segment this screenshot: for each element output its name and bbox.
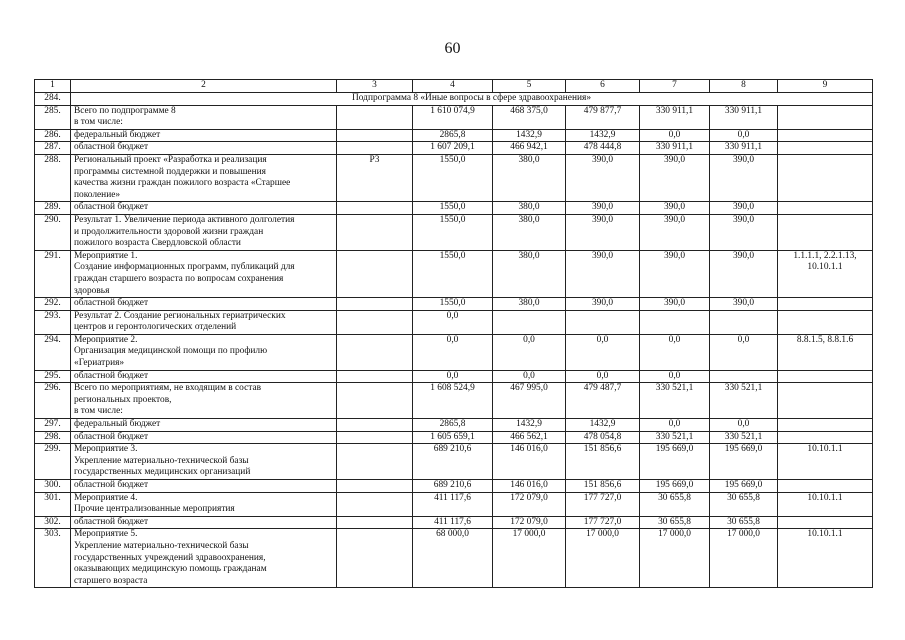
item-name-line: областной бюджет [74,298,149,309]
item-name-line: поколение» [74,189,121,200]
target-indicator-ref [778,142,873,155]
target-indicator-ref [778,492,873,516]
amount-cell: 172 079,0 [493,516,566,529]
amount-cell: 195 669,0 [640,444,710,480]
amount-cell: 0,0 [413,370,493,383]
amount-cell: 390,0 [710,154,778,201]
amount-cell: 1432,9 [493,129,566,142]
amount-cell: 1 607 209,1 [413,142,493,155]
row-number: 286. [35,129,71,142]
amount-cell: 468 375,0 [493,105,566,129]
amount-cell: 390,0 [566,202,640,215]
amount-cell [640,310,710,334]
amount-cell: 177 727,0 [566,516,640,529]
item-name-line: Мероприятие 1. [74,250,138,261]
item-name [71,529,337,588]
target-indicator-ref [778,310,873,334]
project-code [337,334,413,370]
project-code [337,431,413,444]
item-name-line: «Гериатрия» [74,358,125,369]
amount-cell: 390,0 [710,214,778,250]
amount-cell [710,370,778,383]
amount-cell: 466 562,1 [493,431,566,444]
amount-cell: 330 911,1 [710,105,778,129]
amount-cell: 330 521,1 [640,383,710,419]
amount-cell: 30 655,8 [710,516,778,529]
amount-cell: 0,0 [566,334,640,370]
amount-cell: 151 856,6 [566,480,640,493]
target-indicator-ref [778,129,873,142]
amount-cell [493,310,566,334]
project-code [337,105,413,129]
amount-cell: 1 605 659,1 [413,431,493,444]
item-name [71,419,337,432]
row-number: 301. [35,492,71,516]
column-header: 2 [71,80,337,93]
target-indicator-ref [778,516,873,529]
column-header: 3 [337,80,413,93]
project-code [337,516,413,529]
amount-cell: 0,0 [640,334,710,370]
amount-cell: 390,0 [566,214,640,250]
item-name-line: Укрепление материально-технической базы [74,455,249,466]
project-code [337,310,413,334]
item-name [71,370,337,383]
amount-cell: 390,0 [710,202,778,215]
section-title: Подпрограмма 8 «Иные вопросы в сфере здравоохранения» [71,93,873,106]
amount-cell: 380,0 [493,298,566,311]
project-code [337,129,413,142]
table-row [35,142,873,155]
amount-cell: 1 610 074,9 [413,105,493,129]
amount-cell: 467 995,0 [493,383,566,419]
target-indicator-ref [778,202,873,215]
amount-cell: 1432,9 [493,419,566,432]
amount-cell: 1432,9 [566,129,640,142]
row-number: 302. [35,516,71,529]
column-header: 1 [35,80,71,93]
item-name-line: Всего по подпрограмме 8 [74,105,176,116]
table-row [35,516,873,529]
project-code [337,202,413,215]
amount-cell: 1550,0 [413,202,493,215]
row-number: 299. [35,444,71,480]
row-number: 284. [35,93,71,106]
amount-cell: 390,0 [640,250,710,297]
target-ref-line: 1.1.1.1, 2.2.1.13, [793,250,857,261]
item-name-line: Мероприятие 2. [74,334,138,345]
column-header: 7 [640,80,710,93]
table-row [35,444,873,480]
table-row [35,431,873,444]
project-code [337,444,413,480]
item-name-line: Укрепление материально-технической базы [74,540,249,551]
project-code [337,298,413,311]
amount-cell: 466 942,1 [493,142,566,155]
item-name-line: Прочие централизованные мероприятия [74,504,235,515]
amount-cell: 390,0 [566,250,640,297]
table-row [35,214,873,250]
target-indicator-ref [778,214,873,250]
amount-cell: 478 054,8 [566,431,640,444]
item-name-line: областной бюджет [74,142,149,153]
amount-cell: 68 000,0 [413,529,493,588]
target-ref-line: 8.8.1.5, 8.8.1.6 [796,334,854,345]
column-header: 5 [493,80,566,93]
amount-cell: 390,0 [566,154,640,201]
amount-cell: 478 444,8 [566,142,640,155]
target-ref-line: 10.10.1.1 [807,262,843,273]
amount-cell: 2865,8 [413,419,493,432]
item-name [71,444,337,480]
row-number: 290. [35,214,71,250]
project-code: Р3 [337,154,413,201]
amount-cell: 390,0 [566,298,640,311]
item-name [71,492,337,516]
amount-cell: 172 079,0 [493,492,566,516]
amount-cell: 380,0 [493,202,566,215]
item-name-line: Региональный проект «Разработка и реализация [74,154,267,165]
item-name [71,298,337,311]
amount-cell: 2865,8 [413,129,493,142]
amount-cell: 380,0 [493,214,566,250]
row-number: 291. [35,250,71,297]
target-indicator-ref [778,480,873,493]
page-number: 60 [444,40,461,57]
amount-cell: 0,0 [640,370,710,383]
amount-cell: 330 521,1 [710,383,778,419]
item-name [71,383,337,419]
amount-cell: 0,0 [710,419,778,432]
target-ref-line: 10.10.1.1 [807,444,843,455]
section-row [35,93,873,106]
row-number: 295. [35,370,71,383]
item-name-line: областной бюджет [74,202,149,213]
header-row [35,80,873,93]
table-row [35,202,873,215]
item-name [71,516,337,529]
item-name [71,142,337,155]
amount-cell: 0,0 [640,129,710,142]
item-name-line: федеральный бюджет [74,129,161,140]
amount-cell: 195 669,0 [710,480,778,493]
item-name-line: и продолжительности здоровой жизни граждан [74,226,264,237]
table-row [35,250,873,297]
table-row [35,383,873,419]
amount-cell: 390,0 [710,250,778,297]
table-row [35,492,873,516]
item-name-line: здоровья [74,285,110,296]
target-indicator-ref [778,105,873,129]
amount-cell: 17 000,0 [566,529,640,588]
amount-cell: 390,0 [640,298,710,311]
row-number: 292. [35,298,71,311]
amount-cell [566,310,640,334]
amount-cell: 195 669,0 [640,480,710,493]
item-name-line: Создание информационных программ, публикаций для [74,262,295,273]
project-code [337,142,413,155]
item-name-line: областной бюджет [74,431,149,442]
item-name [71,250,337,297]
amount-cell: 1550,0 [413,154,493,201]
item-name [71,202,337,215]
item-name-line: программы системной поддержки и повышения [74,166,266,177]
project-code [337,250,413,297]
item-name-line: Организация медицинской помощи по профилю [74,346,268,357]
column-header: 9 [778,80,873,93]
item-name-line: качества жизни граждан пожилого возраста «Старшее [74,178,291,189]
target-indicator-ref [778,444,873,480]
target-indicator-ref [778,383,873,419]
column-header: 4 [413,80,493,93]
table-row [35,529,873,588]
item-name-line: старшего возраста [74,575,148,586]
row-number: 287. [35,142,71,155]
amount-cell: 1550,0 [413,214,493,250]
row-number: 296. [35,383,71,419]
item-name [71,154,337,201]
amount-cell: 411 117,6 [413,516,493,529]
amount-cell: 30 655,8 [710,492,778,516]
project-code [337,383,413,419]
project-code [337,370,413,383]
project-code [337,214,413,250]
item-name-line: в том числе: [74,406,123,417]
table-row [35,154,873,201]
item-name [71,334,337,370]
amount-cell: 330 521,1 [710,431,778,444]
amount-cell: 17 000,0 [710,529,778,588]
item-name-line: государственных медицинских организаций [74,467,251,478]
amount-cell: 390,0 [640,214,710,250]
target-ref-line: 10.10.1.1 [807,529,843,540]
table-row [35,480,873,493]
item-name-line: государственных учреждений здравоохранения, [74,552,266,563]
row-number: 288. [35,154,71,201]
project-code [337,492,413,516]
column-header: 6 [566,80,640,93]
amount-cell: 330 521,1 [640,431,710,444]
target-ref-line: 10.10.1.1 [807,492,843,503]
target-indicator-ref [778,419,873,432]
table-row [35,105,873,129]
item-name-line: областной бюджет [74,516,149,527]
amount-cell: 17 000,0 [493,529,566,588]
amount-cell: 17 000,0 [640,529,710,588]
amount-cell: 390,0 [640,202,710,215]
amount-cell: 151 856,6 [566,444,640,480]
project-code [337,529,413,588]
amount-cell: 146 016,0 [493,444,566,480]
amount-cell: 1 608 524,9 [413,383,493,419]
item-name-line: Мероприятие 3. [74,444,138,455]
target-indicator-ref [778,154,873,201]
amount-cell: 0,0 [710,334,778,370]
item-name-line: в том числе: [74,117,123,128]
table-row [35,419,873,432]
amount-cell: 146 016,0 [493,480,566,493]
amount-cell: 1432,9 [566,419,640,432]
item-name-line: Всего по мероприятиям, не входящим в состав [74,383,262,394]
amount-cell: 390,0 [710,298,778,311]
item-name-line: центров и геронтологических отделений [74,322,237,333]
amount-cell: 380,0 [493,154,566,201]
amount-cell: 1550,0 [413,298,493,311]
item-name-line: Мероприятие 5. [74,529,138,540]
project-code [337,480,413,493]
amount-cell: 411 117,6 [413,492,493,516]
amount-cell: 479 487,7 [566,383,640,419]
item-name [71,431,337,444]
program-table [34,79,873,588]
column-header: 8 [710,80,778,93]
project-code [337,419,413,432]
item-name-line: областной бюджет [74,370,149,381]
target-indicator-ref [778,334,873,370]
amount-cell [710,310,778,334]
item-name [71,105,337,129]
item-name-line: региональных проектов, [74,394,172,405]
item-name [71,129,337,142]
target-indicator-ref [778,431,873,444]
item-name-line: Результат 2. Создание региональных гериатрических [74,310,286,321]
item-name [71,310,337,334]
amount-cell: 380,0 [493,250,566,297]
amount-cell: 0,0 [413,310,493,334]
amount-cell: 0,0 [640,419,710,432]
row-number: 300. [35,480,71,493]
amount-cell: 0,0 [493,334,566,370]
amount-cell: 30 655,8 [640,492,710,516]
table-row [35,298,873,311]
row-number: 294. [35,334,71,370]
item-name-line: федеральный бюджет [74,419,161,430]
item-name-line: граждан старшего возраста по вопросам сохранения [74,273,284,284]
amount-cell: 177 727,0 [566,492,640,516]
item-name-line: оказывающих медицинскую помощь гражданам [74,564,267,575]
amount-cell: 479 877,7 [566,105,640,129]
item-name-line: пожилого возраста Свердловской области [74,238,241,249]
row-number: 293. [35,310,71,334]
table-row [35,129,873,142]
row-number: 289. [35,202,71,215]
amount-cell: 0,0 [710,129,778,142]
amount-cell: 330 911,1 [710,142,778,155]
item-name-line: Результат 1. Увеличение периода активного долголетия [74,214,295,225]
amount-cell: 330 911,1 [640,105,710,129]
amount-cell: 1550,0 [413,250,493,297]
table-row [35,310,873,334]
row-number: 303. [35,529,71,588]
amount-cell: 330 911,1 [640,142,710,155]
row-number: 298. [35,431,71,444]
target-indicator-ref [778,370,873,383]
amount-cell: 0,0 [493,370,566,383]
amount-cell: 390,0 [640,154,710,201]
amount-cell: 30 655,8 [640,516,710,529]
table-row [35,370,873,383]
target-indicator-ref [778,250,873,297]
item-name [71,214,337,250]
amount-cell: 689 210,6 [413,480,493,493]
amount-cell: 195 669,0 [710,444,778,480]
item-name [71,480,337,493]
target-indicator-ref [778,298,873,311]
item-name-line: Мероприятие 4. [74,492,138,503]
amount-cell: 0,0 [413,334,493,370]
amount-cell: 0,0 [566,370,640,383]
row-number: 285. [35,105,71,129]
target-indicator-ref [778,529,873,588]
item-name-line: областной бюджет [74,480,149,490]
amount-cell: 689 210,6 [413,444,493,480]
table-row [35,334,873,370]
row-number: 297. [35,419,71,432]
